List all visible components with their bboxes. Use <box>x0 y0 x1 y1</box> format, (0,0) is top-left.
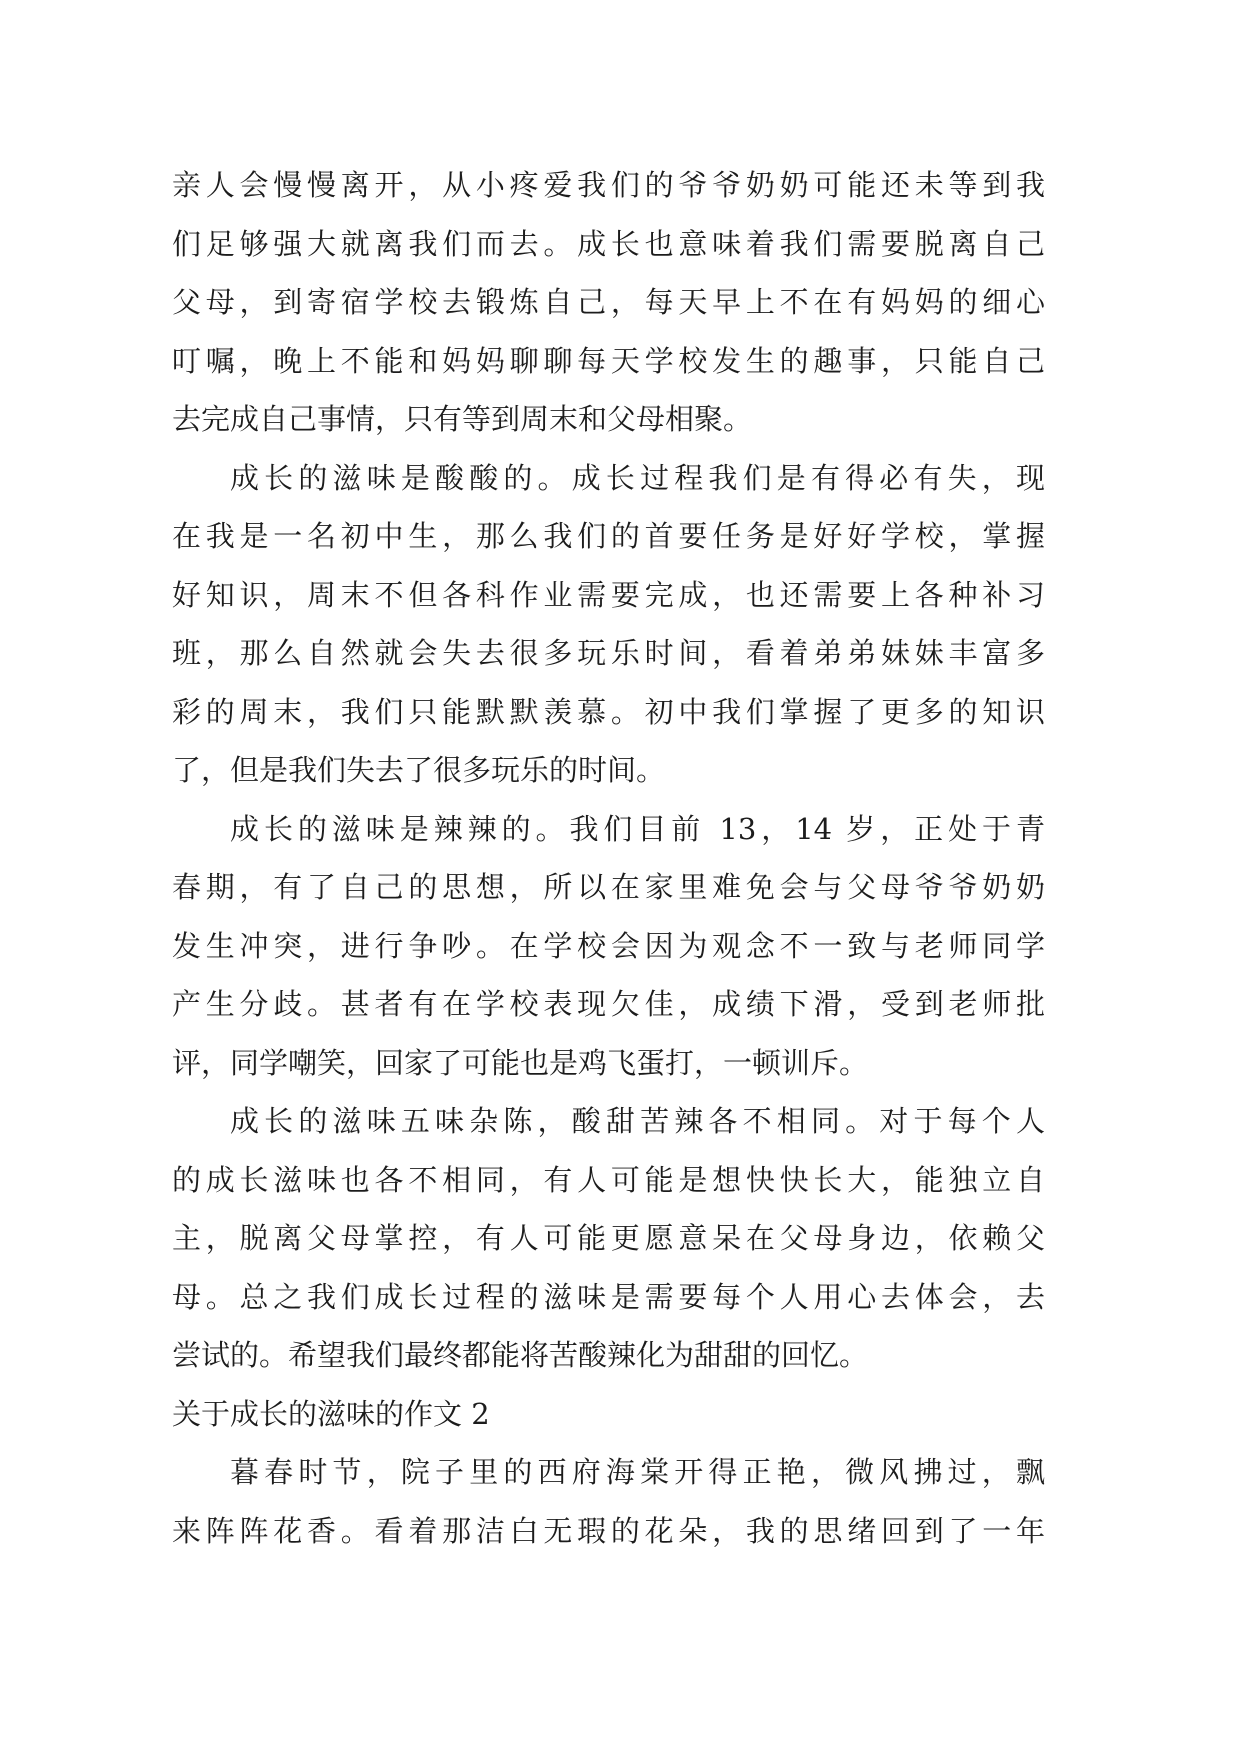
paragraph-4 <box>172 1092 1045 1385</box>
text-line: 好知识，周末不但各科作业需要完成，也还需要上各种补习 <box>172 577 1045 612</box>
text-line: 母。总之我们成长过程的滋味是需要每个人用心去体会，去 <box>172 1279 1045 1314</box>
text-line: 发生冲突，进行争吵。在学校会因为观念不一致与老师同学 <box>172 928 1045 963</box>
document-body <box>172 156 1045 1560</box>
text-line: 主，脱离父母掌控，有人可能更愿意呆在父母身边，依赖父 <box>172 1221 1045 1255</box>
text-line: 叮嘱，晚上不能和妈妈聊聊每天学校发生的趣事，只能自己 <box>172 343 1045 378</box>
text-line: 亲人会慢慢离开，从小疼爱我们的爷爷奶奶可能还未等到我 <box>172 168 1045 202</box>
paragraph-1 <box>172 156 1045 449</box>
text-line: 产生分歧。甚者有在学校表现欠佳，成绩下滑，受到老师批 <box>172 987 1045 1021</box>
text-line: 父母，到寄宿学校去锻炼自己，每天早上不在有妈妈的细心 <box>172 285 1045 319</box>
text-line: 们足够强大就离我们而去。成长也意味着我们需要脱离自己 <box>172 226 1045 261</box>
text-line: 暮春时节，院子里的西府海棠开得正艳，微风拂过，飘 <box>230 1455 1045 1489</box>
paragraph-5 <box>172 1443 1045 1560</box>
paragraph-2 <box>172 449 1045 800</box>
text-line: 成长的滋味是酸酸的。成长过程我们是有得必有失，现 <box>230 460 1045 495</box>
text-line: 班，那么自然就会失去很多玩乐时间，看着弟弟妹妹丰富多 <box>172 636 1045 670</box>
text-line: 来阵阵花香。看着那洁白无瑕的花朵，我的思绪回到了一年 <box>172 1513 1045 1548</box>
text-line: 评，同学嘲笑，回家了可能也是鸡飞蛋打，一顿训斥。 <box>172 1045 869 1080</box>
text-line: 在我是一名初中生，那么我们的首要任务是好好学校，掌握 <box>172 519 1045 553</box>
text-line: 尝试的。希望我们最终都能将苦酸辣化为甜甜的回忆。 <box>172 1338 869 1372</box>
text-line: 彩的周末，我们只能默默羡慕。初中我们掌握了更多的知识 <box>172 694 1045 729</box>
text-line: 的成长滋味也各不相同，有人可能是想快快长大，能独立自 <box>172 1162 1045 1197</box>
section-heading: 关于成长的滋味的作文 2 <box>172 1396 490 1431</box>
text-line: 了，但是我们失去了很多玩乐的时间。 <box>172 753 666 787</box>
text-line: 春期，有了自己的思想，所以在家里难免会与父母爷爷奶奶 <box>172 870 1045 904</box>
paragraph-3 <box>172 800 1045 1093</box>
text-line: 成长的滋味五味杂陈，酸甜苦辣各不相同。对于每个人 <box>230 1104 1045 1138</box>
text-line: 成长的滋味是辣辣的。我们目前 13，14 岁，正处于青 <box>230 811 1045 846</box>
text-line: 去完成自己事情，只有等到周末和父母相聚。 <box>172 402 753 436</box>
